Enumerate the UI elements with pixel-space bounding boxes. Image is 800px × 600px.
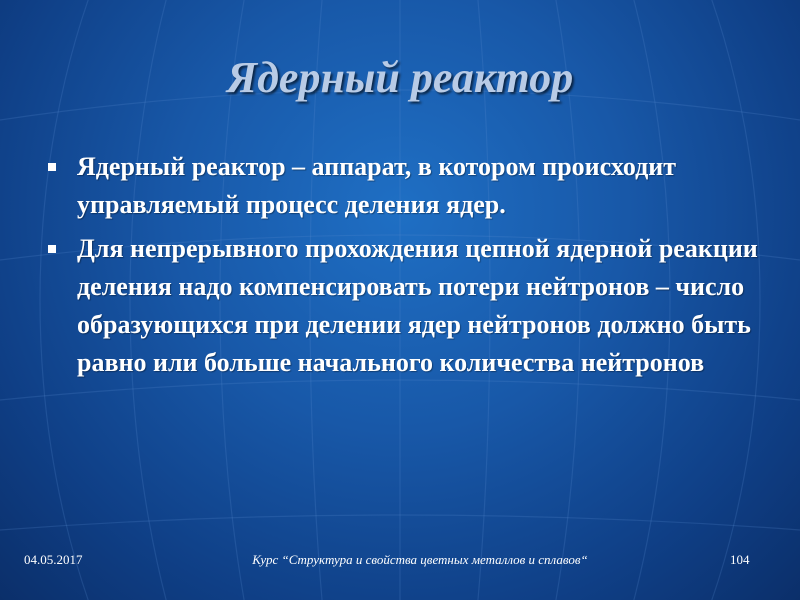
square-bullet-icon xyxy=(48,163,56,171)
bullet-text: Ядерный реактор – аппарат, в котором происходит управляемый процесс деления ядер. xyxy=(77,152,677,219)
bullet-item xyxy=(44,148,764,224)
bullet-item xyxy=(44,230,764,382)
footer-page-number: 104 xyxy=(730,552,750,567)
slide-title: Ядерный реактор xyxy=(226,53,574,102)
bullet-list xyxy=(44,148,764,388)
footer-course-title: Курс “Структура и свойства цветных металлов и сплавов“ xyxy=(252,552,588,567)
footer-date: 04.05.2017 xyxy=(24,552,83,567)
bullet-text: Для непрерывного прохождения цепной ядерной реакции деления надо компенсировать потери нейтронов – число образующихся при делении ядер нейтронов должно быть равно или больше начального количества нейтронов xyxy=(77,234,758,377)
square-bullet-icon xyxy=(48,245,56,253)
